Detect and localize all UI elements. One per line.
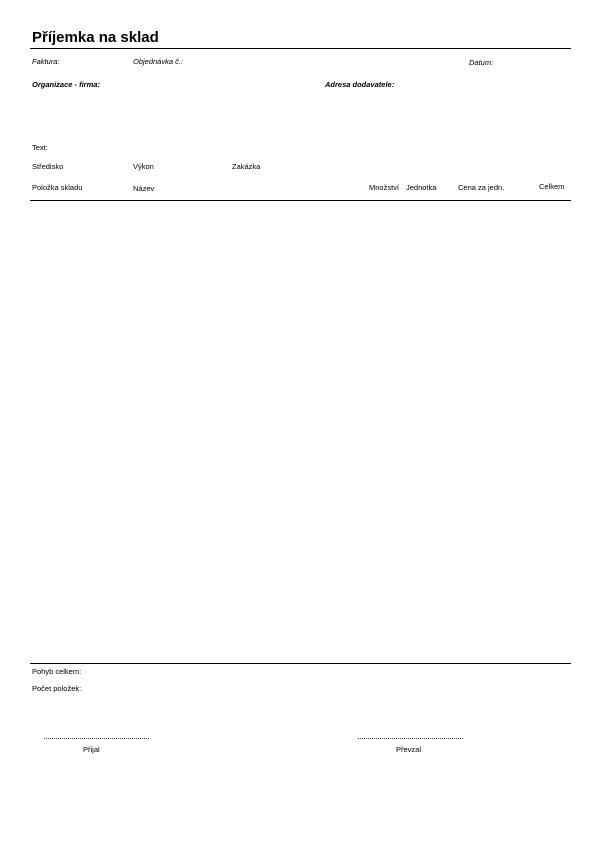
prevzal-signature-line xyxy=(358,738,463,739)
table-bottom-divider xyxy=(30,663,571,664)
col-mnozstvi: Množství xyxy=(369,183,400,192)
col-celkem: Celkem xyxy=(539,182,565,191)
vykon-label: Výkon xyxy=(133,162,154,171)
prijal-label: Přijal xyxy=(83,745,100,754)
faktura-label: Faktura: xyxy=(32,57,60,66)
pocet-polozek-label: Počet položek: xyxy=(32,684,82,693)
datum-label: Datum: xyxy=(469,58,494,67)
col-polozka-skladu: Položka skladu xyxy=(32,183,83,192)
stredisko-label: Středisko xyxy=(32,162,64,171)
col-nazev: Název xyxy=(133,184,155,193)
prijal-signature-line xyxy=(44,738,149,739)
organizace-label: Organizace - firma: xyxy=(32,80,100,89)
adresa-dodavatele-label: Adresa dodavatele: xyxy=(325,80,395,89)
col-jednotka: Jednotka xyxy=(406,183,437,192)
table-header-divider xyxy=(30,200,571,201)
col-cena-za-jednotku: Cena za jedn. xyxy=(458,183,505,192)
text-label: Text: xyxy=(32,143,48,152)
pohyb-celkem-label: Pohyb celkem: xyxy=(32,667,82,676)
document-title: Příjemka na sklad xyxy=(32,29,159,46)
objednavka-label: Objednávka č.: xyxy=(133,57,184,66)
title-divider xyxy=(30,48,571,49)
zakazka-label: Zakázka xyxy=(232,162,261,171)
prevzal-label: Převzal xyxy=(396,745,422,754)
